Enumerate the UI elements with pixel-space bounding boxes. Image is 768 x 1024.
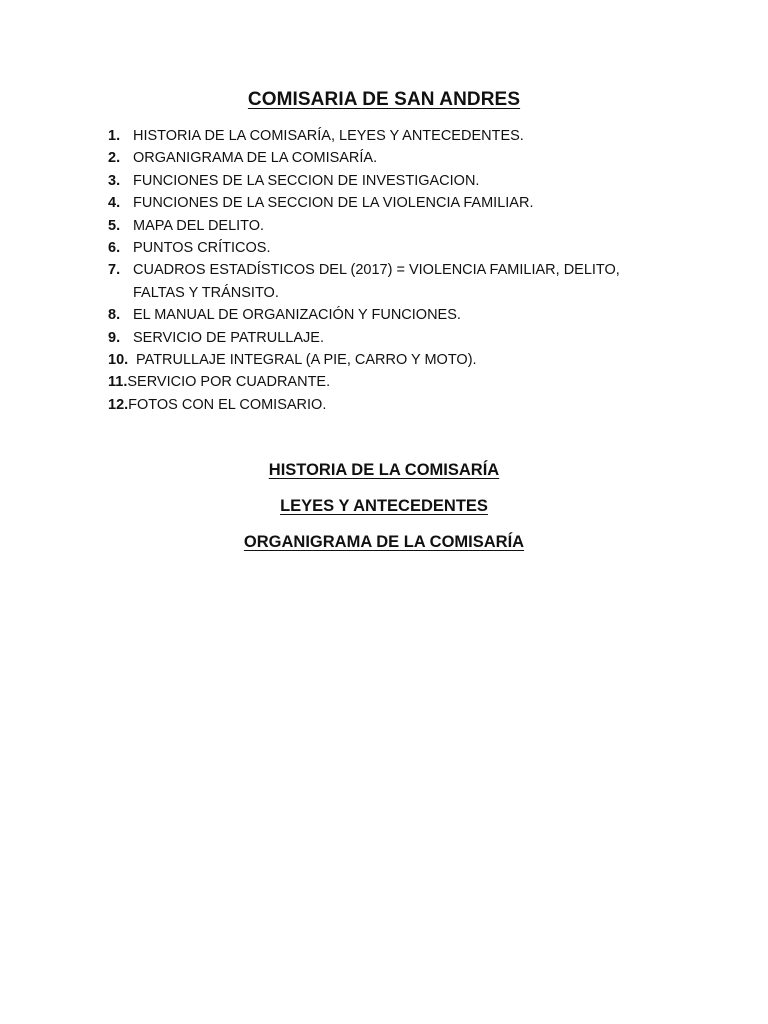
table-of-contents bbox=[108, 125, 668, 416]
toc-item bbox=[108, 327, 668, 349]
toc-item-text: CUADROS ESTADÍSTICOS DEL (2017) = VIOLENCIA FAMILIAR, DELITO, FALTAS Y TRÁNSITO. bbox=[133, 262, 620, 301]
toc-item bbox=[108, 349, 668, 371]
toc-item bbox=[108, 394, 668, 416]
toc-item bbox=[108, 192, 668, 214]
toc-item-number: 10. bbox=[108, 352, 129, 369]
toc-item-text: PUNTOS CRÍTICOS. bbox=[133, 240, 271, 257]
toc-item bbox=[108, 215, 668, 237]
toc-item-number: 5. bbox=[108, 217, 121, 234]
toc-item-number: 12. bbox=[108, 396, 129, 413]
toc-item-number: 8. bbox=[108, 307, 121, 324]
toc-item bbox=[108, 371, 668, 393]
toc-item-text: MAPA DEL DELITO. bbox=[133, 217, 265, 234]
toc-item-text: EL MANUAL DE ORGANIZACIÓN Y FUNCIONES. bbox=[133, 307, 461, 324]
toc-item bbox=[108, 259, 668, 304]
toc-item-text: HISTORIA DE LA COMISARÍA, LEYES Y ANTECEDENTES. bbox=[133, 128, 524, 144]
toc-item-text: FUNCIONES DE LA SECCION DE INVESTIGACION. bbox=[133, 172, 480, 189]
toc-item bbox=[108, 170, 668, 192]
toc-item-text: SERVICIO POR CUADRANTE. bbox=[127, 374, 331, 391]
section-headings bbox=[0, 458, 768, 566]
toc-item bbox=[108, 125, 668, 147]
toc-item-number: 9. bbox=[108, 329, 121, 346]
toc-item-number: 3. bbox=[108, 172, 121, 189]
section-heading-historia: HISTORIA DE LA COMISARÍA bbox=[268, 461, 500, 479]
toc-item-text: SERVICIO DE PATRULLAJE. bbox=[133, 329, 324, 346]
toc-item-number: 7. bbox=[108, 262, 121, 279]
toc-item-number: 1. bbox=[108, 128, 121, 144]
toc-item-number: 6. bbox=[108, 240, 121, 257]
page-title: COMISARIA DE SAN ANDRES bbox=[247, 89, 521, 110]
toc-item-text: FUNCIONES DE LA SECCION DE LA VIOLENCIA FAMILIAR. bbox=[133, 195, 534, 212]
toc-item-number: 4. bbox=[108, 195, 121, 212]
toc-item-text: ORGANIGRAMA DE LA COMISARÍA. bbox=[133, 150, 378, 167]
toc-item bbox=[108, 147, 668, 169]
toc-item-text: FOTOS CON EL COMISARIO. bbox=[128, 396, 327, 413]
toc-item-number: 2. bbox=[108, 150, 121, 167]
toc-item bbox=[108, 304, 668, 326]
section-heading-organigrama: ORGANIGRAMA DE LA COMISARÍA bbox=[243, 533, 525, 551]
toc-item bbox=[108, 237, 668, 259]
toc-item-text: PATRULLAJE INTEGRAL (A PIE, CARRO Y MOTO). bbox=[136, 352, 477, 369]
toc-item-number: 11. bbox=[108, 374, 128, 391]
section-heading-leyes: LEYES Y ANTECEDENTES bbox=[280, 497, 488, 515]
